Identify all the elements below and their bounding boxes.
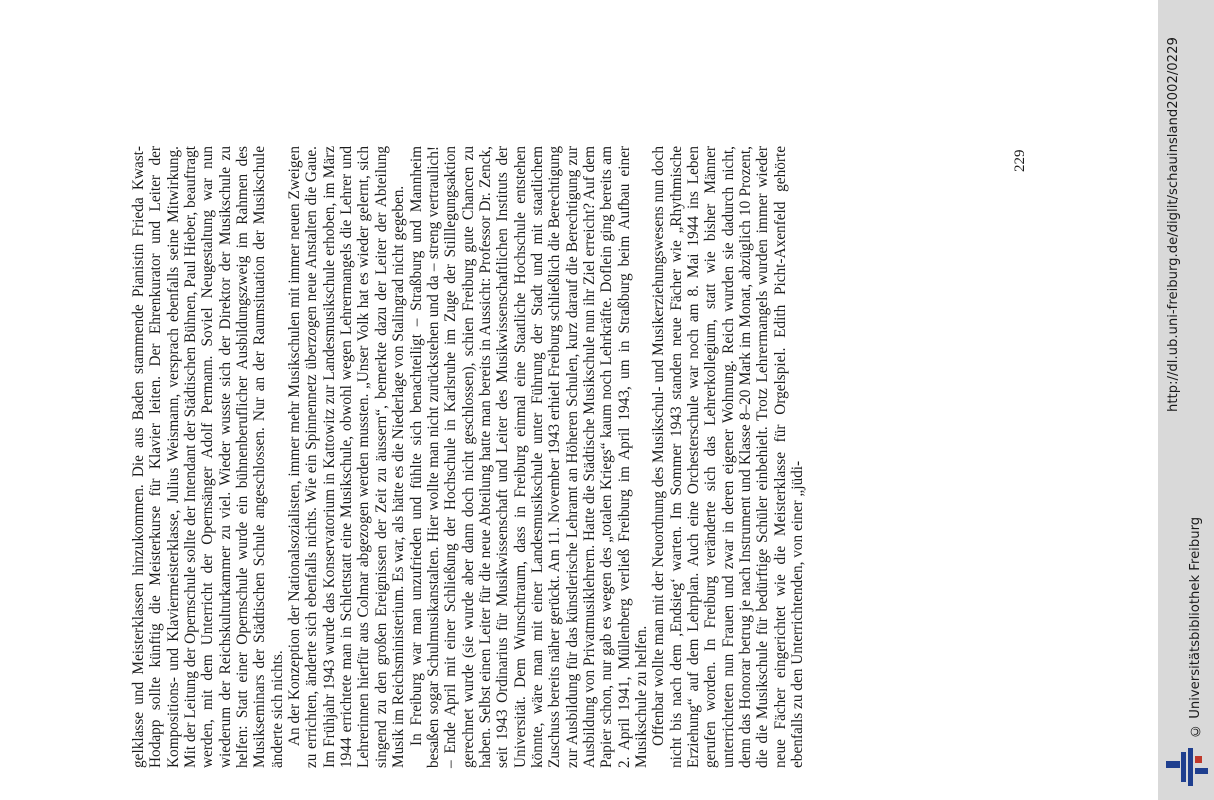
paragraph: In Freiburg war man unzufrieden und fühlte sich benachteiligt – Straßburg und Mannheim besaßen sogar Schulmusikanstalten. Hier wollte man nicht zurückstehen und da – streng vertraulich! – Ende April mit einer Schließung der Hochschule in Karlsruhe im Zuge der Stilllegungsaktion gerechnet wurde (sie wurde aber dann doch nicht geschlossen), schien Freiburg gute Chancen zu haben. Selbst einen Leiter für die neue Abteilung hatte man bereits in Aussicht: Professor Dr. Zenck, seit 1943 Ordinarius für Musikwissenschaft und Leiter des Musikwissenschaftlichen Instituts der Universität. Dem Wunschtraum, dass in Freiburg einmal eine Staatliche Hochschule entstehen könnte, wäre man mit einer Landesmusikschule unter Führung der Stadt und mit staatlichem Zuschuss bereits näher gerückt. Am 11. November 1943 erhielt Freiburg schließlich die Berechtigung zur Ausbildung für das künstlerische Lehramt an Höheren Schulen, kurz darauf die Berechtigung zur Ausbildung von Privatmusiklehrern. Hatte die Städtische Musikschule nun ihr Ziel erreicht? Auf dem Papier schon, nur gab es wegen des „totalen Kriegs“ kaum noch Lehrkräfte. Doflein ging bereits am 2. April 1941, Müllenberg verließ Freiburg im April 1943, um in Straßburg beim Aufbau einer Musikschule zu helfen.: [407, 146, 650, 768]
library-logo-icon: [1166, 748, 1208, 786]
paragraph: An der Konzeption der Nationalsozialisten, immer mehr Musikschulen mit immer neuen Zweigen zu errichten, änderte sich ebenfalls nichts. Wie ein Spinnennetz überzogen neue Anstalten die Gaue. Im Frühjahr 1943 wurde das Konservatorium in Kattowitz zur Landesmusikschule erhoben, im März 1944 errichtete man in Schlettstatt eine Musikschule, obwohl wegen Lehrermangels die Lehrer und Lehrerinnen hierfür aus Colmar abgezogen werden mussten. „Unser Volk hat es wieder gelernt, sich singend zu den großen Ereignissen der Zeit zu äussern“, bemerkte dazu der Leiter der Abteilung Musik im Reichsministerium. Es war, als hätte es die Niederlage von Stalingrad nicht gegeben.: [286, 146, 408, 768]
page-number: 229: [1012, 149, 1028, 173]
paragraph: gelklasse und Meisterklassen hinzukommen. Die aus Baden stammende Pianistin Frieda Kwast-Hodapp sollte künftig die Meisterkurse für Klavier leiten. Der Ehrenkurator und Leiter der Kompositions- und Klaviermeisterklasse, Julius Weismann, versprach ebenfalls seine Mitwirkung. Mit der Leitung der Opernschule sollte der Intendant der Städtischen Bühnen, Paul Hieber, beauftragt werden, mit dem Unterricht der Opernsänger Adolf Permann. Soviel Neugestaltung war nun wiederum der Reichskulturkammer zu viel. Wieder wusste sich der Direktor der Musikschule zu helfen: Statt einer Opernschule wurde ein bühnenberuflicher Ausbildungszweig im Rahmen des Musikseminars der Städtischen Schule angeschlossen. Nur an der Raumsituation der Musikschule änderte sich nichts.: [130, 146, 286, 768]
paragraph: Offenbar wollte man mit der Neuordnung des Musikschul- und Musikerziehungswesens nun doch nicht bis nach dem ‚Endsieg‘ warten. Im Sommer 1943 standen neue Fächer wie „Rhythmische Erziehung“ auf dem Lehrplan. Auch eine Orchesterschule war noch am 8. Mai 1944 ins Leben gerufen worden. In Freiburg veränderte sich das Lehrerkollegium, statt wie bisher Männer unterrichteten nun Frauen und zwar in deren eigener Wohnung. Reich wurden sie dadurch nicht, denn das Honorar betrug je nach Instrument und Klasse 8–20 Mark im Monat, abzüglich 10 Prozent, die die Musikschule für bedürftige Schüler einbehielt. Trotz Lehrermangels wurden immer wieder neue Fächer eingerichtet wie die Meisterklasse für Orgelspiel. Edith Picht-Axenfeld gehörte ebenfalls zu den Unterrichtenden, von einer „jüdi-: [650, 145, 807, 768]
body-text: [130, 146, 1030, 768]
source-url-link[interactable]: http://dl.ub.uni-freiburg.de/diglit/schauinsland2002/0229: [1166, 37, 1181, 412]
copyright-notice: © Universitätsbibliothek Freiburg: [1188, 516, 1203, 738]
